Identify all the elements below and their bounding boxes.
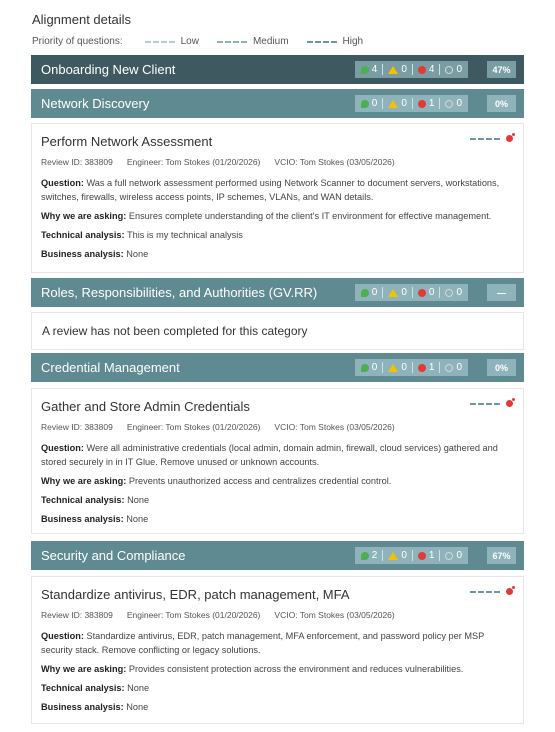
critical-icon xyxy=(506,400,513,407)
priority-indicator xyxy=(470,135,513,142)
critical-icon xyxy=(418,100,426,108)
shield-check-icon xyxy=(361,66,369,74)
why-text: Why we are asking: Prevents unauthorized access and centralizes credential control. xyxy=(41,476,392,486)
priority-label: Priority of questions: xyxy=(32,36,123,47)
medium-priority-icon xyxy=(217,41,247,43)
why-text: Why we are asking: Provides consistent protection across the environment and reduces vulnerabilities. xyxy=(41,664,464,674)
critical-icon xyxy=(418,552,426,560)
question-card-admin-credentials xyxy=(31,388,524,534)
priority-legend xyxy=(32,36,381,47)
warning-icon xyxy=(388,364,398,372)
empty-review-message: A review has not been completed for this category xyxy=(31,312,524,350)
high-priority-icon xyxy=(470,138,500,140)
category-onboarding-new-client[interactable] xyxy=(31,55,524,84)
not-applicable-icon xyxy=(445,364,453,372)
shield-check-icon xyxy=(361,100,369,108)
category-roles-responsibilities[interactable] xyxy=(31,278,524,307)
technical-analysis: Technical analysis: None xyxy=(41,683,150,693)
category-security-compliance[interactable] xyxy=(31,541,524,570)
category-stats: 4 0 4 0 xyxy=(355,61,468,78)
question-card-network-assessment xyxy=(31,123,524,273)
priority-low: Low xyxy=(145,36,199,47)
warning-icon xyxy=(388,289,398,297)
warning-icon xyxy=(388,552,398,560)
category-name: Onboarding New Client xyxy=(41,62,176,77)
category-percent: 67% xyxy=(487,547,516,564)
category-percent: — xyxy=(487,284,516,301)
question-text: Question: Were all administrative credentials (local admin, domain admin, firewall, cloud services) gathered and stored securely in in IT Glue. Remove unused or unknown accounts. xyxy=(41,443,498,467)
category-name: Security and Compliance xyxy=(41,548,186,563)
category-stats: 0 0 1 0 xyxy=(355,95,468,112)
high-priority-icon xyxy=(470,591,500,593)
review-meta: Review ID: 383809 Engineer: Tom Stokes (01/20/2026) VCIO: Tom Stokes (03/05/2026) xyxy=(41,422,395,432)
business-analysis: Business analysis: None xyxy=(41,514,149,524)
technical-analysis: Technical analysis: None xyxy=(41,495,150,505)
priority-indicator xyxy=(470,400,513,407)
priority-high: High xyxy=(307,36,364,47)
shield-check-icon xyxy=(361,289,369,297)
business-analysis: Business analysis: None xyxy=(41,249,149,259)
not-applicable-icon xyxy=(445,66,453,74)
category-name: Roles, Responsibilities, and Authorities (GV.RR) xyxy=(41,285,318,300)
category-percent: 47% xyxy=(487,61,516,78)
question-card-standardize-security xyxy=(31,576,524,724)
page-title: Alignment details xyxy=(32,12,131,27)
critical-icon xyxy=(418,364,426,372)
low-priority-icon xyxy=(145,41,175,43)
critical-icon xyxy=(418,289,426,297)
category-name: Credential Management xyxy=(41,360,180,375)
not-applicable-icon xyxy=(445,552,453,560)
not-applicable-icon xyxy=(445,289,453,297)
business-analysis: Business analysis: None xyxy=(41,702,149,712)
critical-icon xyxy=(418,66,426,74)
category-credential-management[interactable] xyxy=(31,353,524,382)
category-percent: 0% xyxy=(487,359,516,376)
category-stats: 2 0 1 0 xyxy=(355,547,468,564)
why-text: Why we are asking: Ensures complete understanding of the client's IT environment for effective management. xyxy=(41,211,492,221)
category-name: Network Discovery xyxy=(41,96,150,111)
review-meta: Review ID: 383809 Engineer: Tom Stokes (01/20/2026) VCIO: Tom Stokes (03/05/2026) xyxy=(41,157,395,167)
critical-icon xyxy=(506,588,513,595)
priority-medium: Medium xyxy=(217,36,289,47)
critical-icon xyxy=(506,135,513,142)
shield-check-icon xyxy=(361,552,369,560)
question-title: Perform Network Assessment xyxy=(41,134,213,149)
category-stats: 0 0 0 0 xyxy=(355,284,468,301)
technical-analysis: Technical analysis: This is my technical analysis xyxy=(41,230,243,240)
review-meta: Review ID: 383809 Engineer: Tom Stokes (01/20/2026) VCIO: Tom Stokes (03/05/2026) xyxy=(41,610,395,620)
question-text: Question: Was a full network assessment performed using Network Scanner to document servers, workstations, switches, firewalls, wireless access points, IP schemes, VLANs, and WAN details. xyxy=(41,178,500,202)
shield-check-icon xyxy=(361,364,369,372)
category-percent: 0% xyxy=(487,95,516,112)
high-priority-icon xyxy=(307,41,337,43)
not-applicable-icon xyxy=(445,100,453,108)
question-text: Question: Standardize antivirus, EDR, patch management, MFA enforcement, and password policy per MSP security stack. Remove conflicting or legacy solutions. xyxy=(41,631,485,655)
category-network-discovery[interactable] xyxy=(31,89,524,118)
warning-icon xyxy=(388,100,398,108)
question-title: Standardize antivirus, EDR, patch management, MFA xyxy=(41,587,350,602)
category-stats: 0 0 1 0 xyxy=(355,359,468,376)
question-title: Gather and Store Admin Credentials xyxy=(41,399,250,414)
warning-icon xyxy=(388,66,398,74)
priority-indicator xyxy=(470,588,513,595)
high-priority-icon xyxy=(470,403,500,405)
